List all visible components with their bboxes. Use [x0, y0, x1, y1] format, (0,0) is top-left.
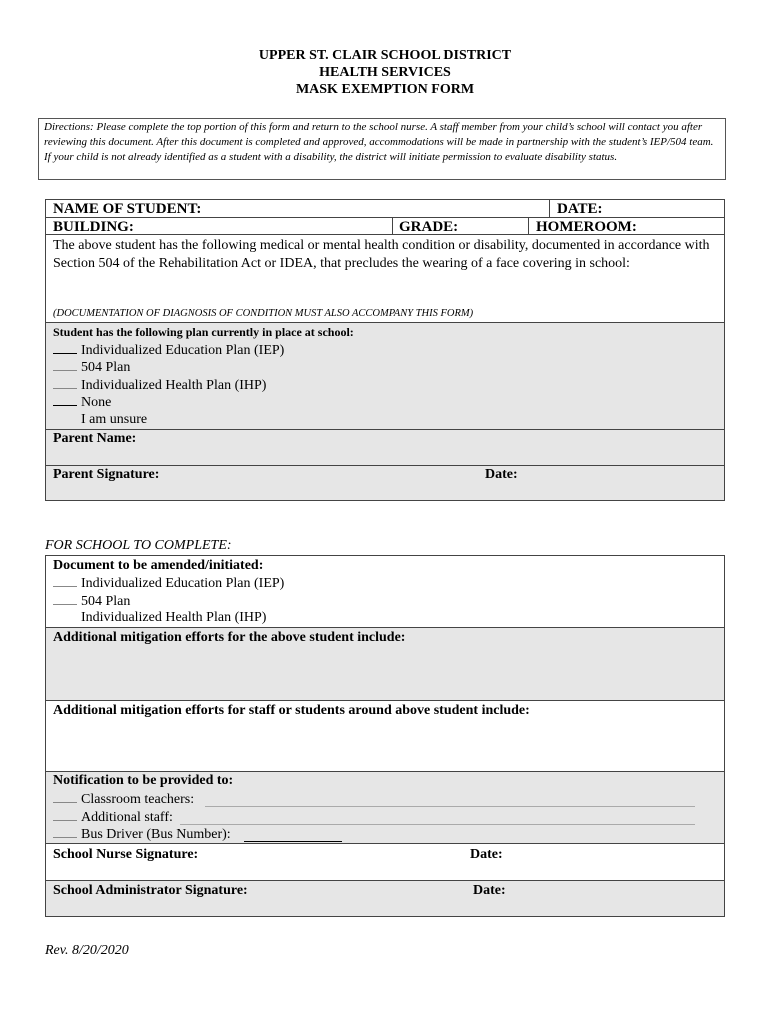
notify-additional-staff[interactable]: Additional staff:	[53, 808, 173, 827]
plan-option-none[interactable]: None	[53, 393, 111, 412]
revision-date: Rev. 8/20/2020	[45, 943, 129, 958]
document-option-ihp[interactable]: Individualized Health Plan (IHP)	[81, 610, 267, 625]
mitigation-staff-label[interactable]: Additional mitigation efforts for staff or students around above student include:	[53, 703, 530, 718]
student-name-field[interactable]: NAME OF STUDENT:	[53, 201, 202, 217]
plan-option-unsure[interactable]: I am unsure	[81, 412, 148, 427]
department-name: HEALTH SERVICES	[319, 65, 451, 80]
nurse-date-field[interactable]: Date:	[470, 847, 503, 862]
parent-signature-field[interactable]: Parent Signature:	[53, 467, 160, 482]
homeroom-field[interactable]: HOMEROOM:	[536, 219, 637, 235]
plan-option-ihp[interactable]: Individualized Health Plan (IHP)	[53, 376, 266, 395]
notify-bus-driver[interactable]: Bus Driver (Bus Number):	[53, 825, 231, 844]
grade-field[interactable]: GRADE:	[399, 219, 459, 235]
date-field[interactable]: DATE:	[557, 201, 603, 217]
building-field[interactable]: BUILDING:	[53, 219, 134, 235]
plan-option-504[interactable]: 504 Plan	[53, 358, 130, 377]
plan-option-iep[interactable]: Individualized Education Plan (IEP)	[53, 341, 284, 360]
parent-date-field[interactable]: Date:	[485, 467, 518, 482]
directions-box: Directions: Please complete the top portion of this form and return to the school nurse. A staff member from your child’s school will contact you after reviewing this document. After this document is completed and approved, accommodations will be made in partnership with the student’s IEP/504 team. If your child is not already identified as a student with a disability, the district will initiate permission to evaluate disability status.	[38, 118, 726, 180]
nurse-signature-field[interactable]: School Nurse Signature:	[53, 847, 199, 862]
condition-statement: The above student has the following medical or mental health condition or disability, documented in accordance with Section 504 of the Rehabilitation Act or IDEA, that precludes the wearing of a face covering in school:	[53, 238, 710, 271]
document-option-iep[interactable]: Individualized Education Plan (IEP)	[53, 574, 284, 593]
plan-heading: Student has the following plan currently in place at school:	[53, 325, 354, 339]
bus-number-line[interactable]	[244, 841, 342, 842]
documentation-note: (DOCUMENTATION OF DIAGNOSIS OF CONDITION MUST ALSO ACCOMPANY THIS FORM)	[53, 308, 474, 319]
parent-name-field[interactable]: Parent Name:	[53, 431, 137, 446]
admin-signature-field[interactable]: School Administrator Signature:	[53, 883, 248, 898]
document-heading: Document to be amended/initiated:	[53, 558, 264, 573]
form-title: MASK EXEMPTION FORM	[295, 82, 475, 97]
document-option-504[interactable]: 504 Plan	[53, 592, 130, 611]
mitigation-student-label[interactable]: Additional mitigation efforts for the above student include:	[53, 630, 406, 645]
notification-heading: Notification to be provided to:	[53, 773, 234, 788]
district-name: UPPER ST. CLAIR SCHOOL DISTRICT	[258, 48, 512, 63]
notify-classroom-teachers[interactable]: Classroom teachers:	[53, 790, 194, 809]
admin-date-field[interactable]: Date:	[473, 883, 506, 898]
school-section-title: FOR SCHOOL TO COMPLETE:	[45, 538, 232, 553]
